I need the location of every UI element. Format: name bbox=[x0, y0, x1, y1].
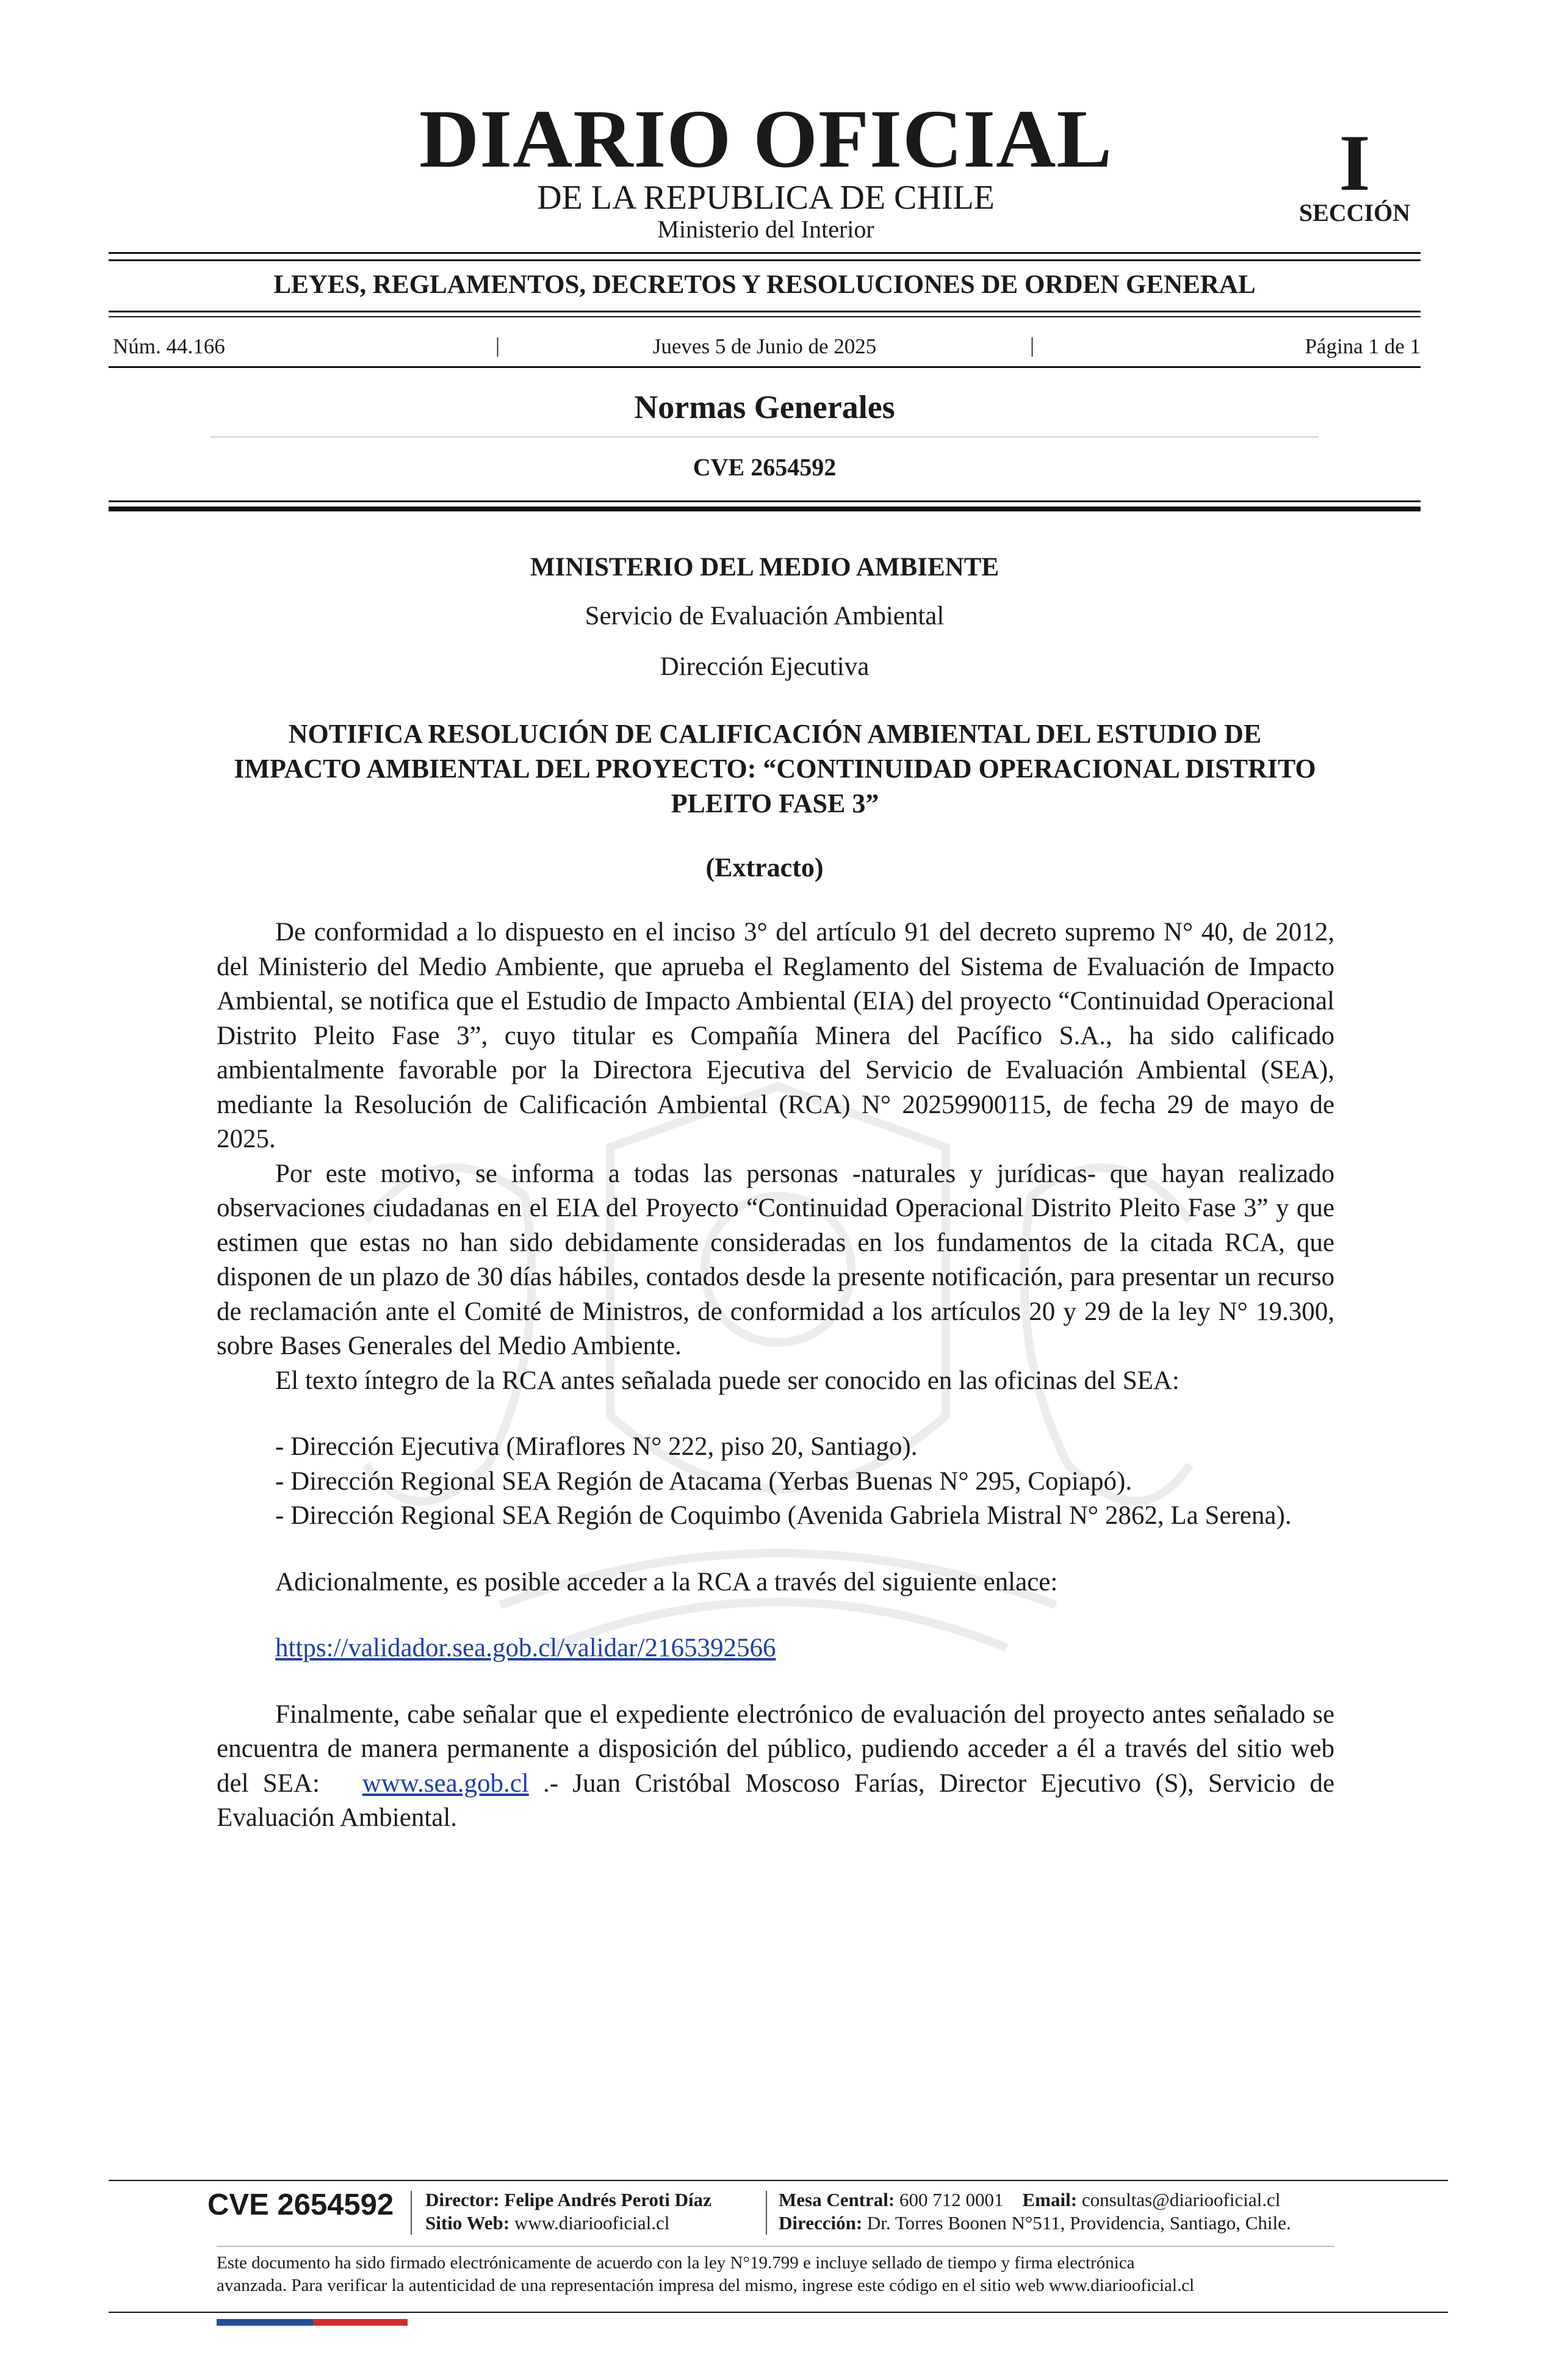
masthead-rule-second bbox=[109, 259, 1421, 261]
footer-director-label: Director: bbox=[425, 2189, 500, 2210]
section-cve: CVE 2654592 bbox=[693, 453, 837, 481]
footer-cve: CVE 2654592 bbox=[207, 2188, 394, 2221]
cve-rule-thick bbox=[109, 507, 1421, 511]
footer-address-line bbox=[779, 2212, 1291, 2235]
issue-number: Núm. 44.166 bbox=[113, 334, 225, 358]
issue-rule bbox=[109, 366, 1421, 368]
document-service: Servicio de Evaluación Ambiental bbox=[585, 602, 945, 630]
publication-ministry: Ministerio del Interior bbox=[657, 215, 874, 243]
section-title: Normas Generales bbox=[634, 389, 895, 425]
document-direction: Dirección Ejecutiva bbox=[660, 652, 870, 681]
footer-contact-line bbox=[779, 2188, 1291, 2212]
cve-rule-top bbox=[109, 500, 1421, 502]
office-list bbox=[217, 1430, 1334, 1534]
footer-director-name: Felipe Andrés Peroti Díaz bbox=[504, 2189, 711, 2210]
paragraph-4: Adicionalmente, es posible acceder a la RCA a través del siguiente enlace: bbox=[275, 1567, 1058, 1596]
category-heading: LEYES, REGLAMENTOS, DECRETOS Y RESOLUCIONES DE ORDEN GENERAL bbox=[273, 270, 1256, 299]
footer-phone-label: Mesa Central: bbox=[779, 2189, 895, 2210]
footer-email: consultas@diariooficial.cl bbox=[1081, 2189, 1281, 2210]
footer-website-label: Sitio Web: bbox=[425, 2212, 510, 2234]
office-item: - Dirección Regional SEA Región de Atacama (Yerbas Buenas N° 295, Copiapó). bbox=[275, 1466, 1133, 1496]
document-body bbox=[217, 915, 1334, 1836]
footer-divider bbox=[766, 2191, 767, 2235]
category-rule-top bbox=[109, 311, 1421, 312]
paragraph-5-text: Finalmente, cabe señalar que el expediente electrónico de evaluación del proyecto antes señalado se encuentra de manera permanente a disposición del público, pudiendo acceder a él a través del sitio web del SEA: bbox=[217, 1700, 1334, 1798]
footer-legal-note bbox=[217, 2252, 1334, 2297]
footer-website-line bbox=[425, 2212, 711, 2235]
sea-website-link[interactable]: www.sea.gob.cl bbox=[362, 1769, 529, 1798]
footer-note-line-1: Este documento ha sido firmado electrónicamente de acuerdo con la ley N°19.799 e incluye sellado de tiempo y firma electrónica bbox=[217, 2253, 1135, 2273]
document-heading: NOTIFICA RESOLUCIÓN DE CALIFICACIÓN AMBIENTAL DEL ESTUDIO DE IMPACTO AMBIENTAL DEL PROYECTO: “CONTINUIDAD OPERACIONAL DISTRITO PLEITO FASE 3” bbox=[234, 719, 1316, 818]
footer-address: Dr. Torres Boonen N°511, Providencia, Santiago, Chile. bbox=[866, 2212, 1291, 2234]
office-item: - Dirección Regional SEA Región de Coquimbo (Avenida Gabriela Mistral N° 2862, La Serena). bbox=[275, 1501, 1292, 1530]
document-ministry: MINISTERIO DEL MEDIO AMBIENTE bbox=[530, 553, 1000, 582]
footer-contact-block bbox=[779, 2188, 1291, 2235]
issue-page: Página 1 de 1 bbox=[1305, 334, 1421, 358]
footer-rule-top bbox=[109, 2180, 1448, 2181]
footer-phone: 600 712 0001 bbox=[899, 2189, 1004, 2210]
paragraph-5 bbox=[217, 1698, 1334, 1836]
issue-separator: | bbox=[495, 333, 500, 357]
footer-divider bbox=[411, 2191, 412, 2235]
section-divider bbox=[211, 436, 1319, 438]
rca-link-paragraph bbox=[217, 1631, 1334, 1666]
section-number: I bbox=[1339, 118, 1371, 207]
footer-website: www.diariooficial.cl bbox=[514, 2212, 670, 2234]
footer-director bbox=[425, 2188, 711, 2212]
publication-title: DIARIO OFICIAL bbox=[419, 93, 1113, 185]
category-rule-second bbox=[109, 316, 1421, 317]
paragraph-1: De conformidad a lo dispuesto en el inciso 3° del artículo 91 del decreto supremo N° 40, de 2012, del Ministerio del Medio Ambiente, que aprueba el Reglamento del Sistema de Evaluación de Impacto Ambiental, se notifica que el Estudio de Impacto Ambiental (EIA) del proyecto “Continuidad Operacional Distrito Pleito Fase 3”, cuyo titular es Compañía Minera del Pacífico S.A., ha sido calificado ambientalmente favorable por la Directora Ejecutiva del Servicio de Evaluación Ambiental (SEA), mediante la Resolución de Calificación Ambiental (RCA) N° 20259900115, de fecha 29 de mayo de 2025. bbox=[217, 918, 1334, 1153]
masthead-rule-top bbox=[109, 252, 1421, 254]
footer-director-block bbox=[425, 2188, 711, 2235]
publication-subtitle: DE LA REPUBLICA DE CHILE bbox=[537, 179, 995, 217]
rca-link[interactable]: https://validador.sea.gob.cl/validar/2165392566 bbox=[275, 1634, 776, 1662]
footer-address-label: Dirección: bbox=[779, 2212, 863, 2234]
extract-label: (Extracto) bbox=[705, 853, 824, 882]
footer-note-line-2: avanzada. Para verificar la autenticidad de una representación impresa del mismo, ingrese este código en el sitio web www.diariooficial.cl bbox=[217, 2276, 1195, 2295]
paragraph-3: El texto íntegro de la RCA antes señalada puede ser conocido en las oficinas del SEA: bbox=[275, 1366, 1180, 1395]
office-item: - Dirección Ejecutiva (Miraflores N° 222, piso 20, Santiago). bbox=[275, 1432, 918, 1461]
flag-stripe-red bbox=[313, 2319, 408, 2326]
paragraph-2: Por este motivo, se informa a todas las personas -naturales y jurídicas- que hayan realizado observaciones ciudadanas en el EIA del Proyecto “Continuidad Operacional Distrito Pleito Fase 3” y que estimen que estas no han sido debidamente consideradas en los fundamentos de la citada RCA, que disponen de un plazo de 30 días hábiles, contados desde la presente notificación, para presentar un recurso de reclamación ante el Comité de Ministros, de conformidad a los artículos 20 y 29 de la ley N° 19.300, sobre Bases Generales del Medio Ambiente. bbox=[217, 1159, 1334, 1360]
issue-date: Jueves 5 de Junio de 2025 bbox=[652, 334, 877, 358]
section-label: SECCIÓN bbox=[1298, 199, 1411, 226]
paragraph-5-signature: .- Juan Cristóbal Moscoso Farías, Director Ejecutivo (S), Servicio de Evaluación Ambiental. bbox=[217, 1769, 1335, 1832]
footer-email-label: Email: bbox=[1022, 2189, 1078, 2210]
issue-separator: | bbox=[1030, 333, 1035, 357]
footer-rule-bottom bbox=[109, 2312, 1448, 2313]
flag-stripe-blue bbox=[217, 2319, 313, 2326]
footer-divider-horizontal bbox=[217, 2246, 1334, 2247]
